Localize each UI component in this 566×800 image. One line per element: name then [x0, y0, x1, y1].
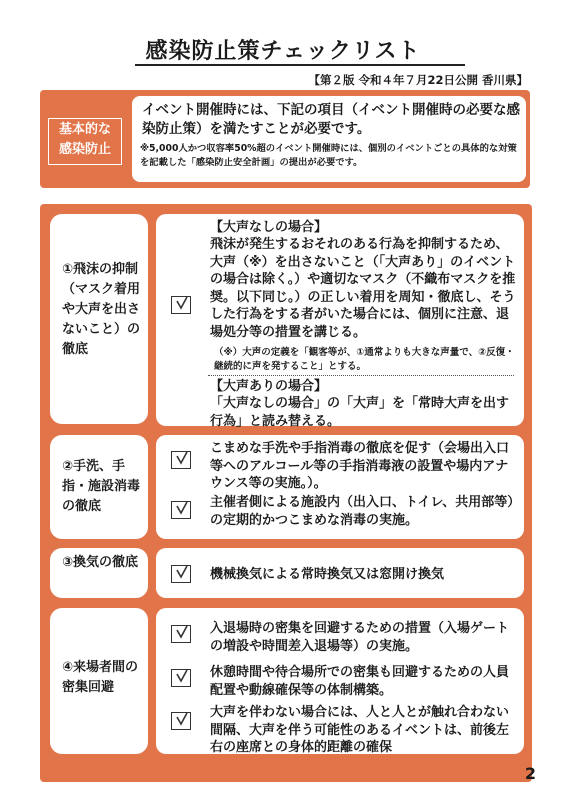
intro-label: [48, 118, 122, 165]
edition-info: 【第２版 令和４年７月22日公開 香川県】: [308, 73, 528, 87]
section2-item1-text: こまめな手洗や手指消毒の徹底を促す（会場出入口等へのアルコール等の手指消毒液の設置や場内アナウンス等の実施。）。: [210, 441, 510, 491]
intro-label-line1: 基本的な: [58, 122, 111, 137]
section3-item1-text: 機械換気による常時換気又は窓開け換気: [210, 567, 445, 582]
section4-item2-text: 休憩時間や待合場所での密集も回避するための人員配置や動線確保等の体制構築。: [210, 665, 510, 698]
intro-note: ※5,000人かつ収容率50%超のイベント開催時には、個別のイベントごとの具体的な対策を記載した「感染防止安全計画」の提出が必要です。: [140, 143, 517, 168]
section4-item1-text: 入退場時の密集を回避するための措置（入場ゲートの増設や時間差入退場等）の実施。: [210, 621, 510, 654]
section1-divider: [208, 375, 514, 376]
section4-item2-checkbox[interactable]: [171, 669, 191, 687]
checkmark-icon: [173, 449, 191, 467]
section1-case2-text: 「大声なしの場合」の「大声」を「常時大声を出す行為」と読み替える。: [210, 396, 510, 429]
checkmark-icon: [173, 499, 191, 517]
section1-case1-note: （※）大声の定義を「観客等が、①通常よりも大きな声量で、②反復・継続的に声を発すること」とする。: [214, 347, 515, 372]
section1-case1-heading: 【大声なしの場合】: [210, 220, 328, 235]
section1-checkbox[interactable]: [171, 296, 191, 314]
section2-item2-checkbox[interactable]: [171, 501, 191, 519]
checkmark-icon: [173, 563, 191, 581]
section1-case2-heading: 【大声ありの場合】: [210, 379, 328, 394]
page-title: 感染防止策チェックリスト: [145, 39, 421, 64]
section4-category: ④来場者間の密集回避: [50, 608, 148, 754]
section1-category: ①飛沫の抑制（マスク着用や大声を出さないこと）の徹底: [50, 214, 148, 424]
section3-item1-checkbox[interactable]: [171, 565, 191, 583]
section1-case1-text: 飛沫が発生するおそれのある行為を抑制するため、大声（※）を出さないこと（「大声あり」のイベントの場合は除く。）や適切なマスク（不織布マスクを推奨。以下同じ。）の正しい着用を周知・徹底し、そうした行為をする者がいた場合には、個別に注意、退場処分等の措置を講じる。: [210, 237, 516, 340]
checkmark-icon: [173, 710, 191, 728]
intro-main-text: イベント開催時には、下記の項目（イベント開催時の必要な感染防止策）を満たすことが必要です。: [142, 102, 520, 137]
intro-label-line2: 感染防止: [58, 142, 111, 157]
section4-item3-text: 大声を伴わない場合には、人と人とが触れ合わない間隔、大声を伴う可能性のあるイベントは、前後左右の座席との身体的距離の確保: [210, 705, 510, 755]
checkmark-icon: [173, 667, 191, 685]
section4-item1-checkbox[interactable]: [171, 625, 191, 643]
section2-item2-text: 主催者側による施設内（出入口、トイレ、共用部等）の定期的かつこまめな消毒の実施。: [210, 495, 514, 528]
checkmark-icon: [173, 294, 191, 312]
section2-category: ②手洗、手指・施設消毒の徹底: [50, 435, 148, 539]
section3-category: ③換気の徹底: [50, 548, 148, 598]
checkmark-icon: [173, 623, 191, 641]
section2-item1-checkbox[interactable]: [171, 451, 191, 469]
title-underline: [135, 64, 465, 66]
page-number: 2: [524, 764, 536, 783]
section4-item3-checkbox[interactable]: [171, 712, 191, 730]
